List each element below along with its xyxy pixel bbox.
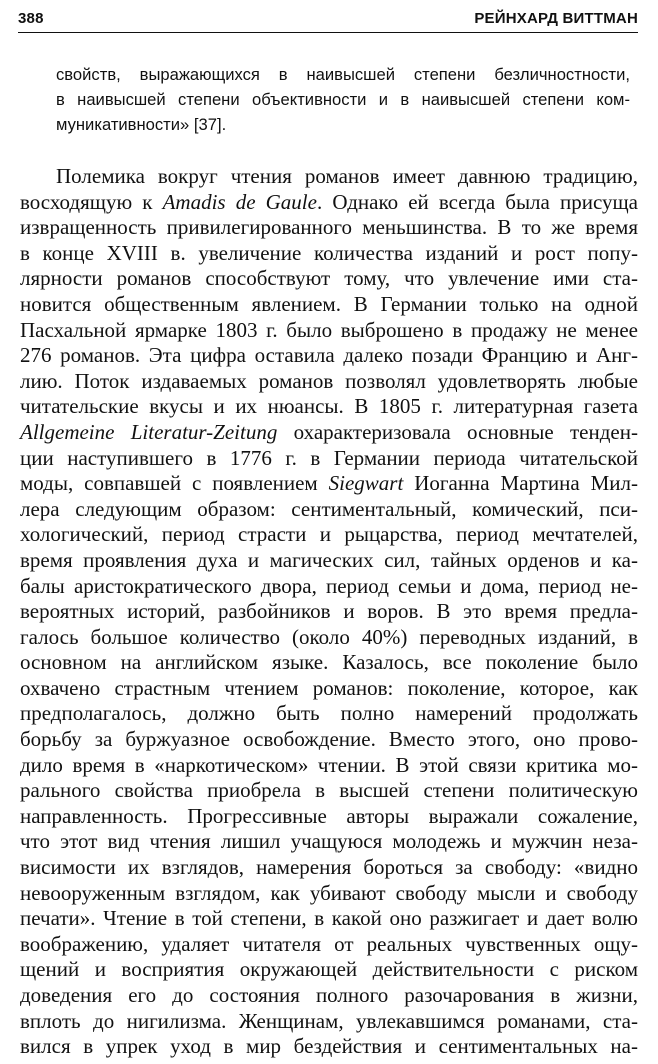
text-line: лию. Поток издаваемых романов позволял удовлетворять любые bbox=[20, 368, 638, 393]
running-title: РЕЙНХАРД ВИТТМАН bbox=[474, 10, 638, 27]
text-line: доведения его до состояния полного разочарования в жизни, bbox=[20, 983, 638, 1007]
italic-title: Siegwart bbox=[328, 471, 404, 496]
body-paragraph bbox=[20, 164, 638, 1060]
quote-line: свойств, выражающихся в наивысшей степени безличностности, bbox=[56, 65, 630, 84]
text-line: лярности романов способствуют тому, что увлечение ими ста- bbox=[20, 266, 638, 291]
text-line: невооруженным взглядом, как убивают свободу мысли и свободу bbox=[20, 880, 638, 905]
text-line: Пасхальной ярмарке 1803 г. было выброшено в продажу не менее bbox=[20, 317, 638, 342]
text-line: предполагалось, должно быть полно намерений продолжать bbox=[20, 701, 638, 726]
page-header bbox=[18, 8, 638, 30]
text-line: направленность. Прогрессивные авторы выражали сожаление, bbox=[20, 803, 638, 828]
text-line: новится общественным явлением. В Германии только на одной bbox=[20, 291, 638, 316]
text-line: хологический, период страсти и рыцарства, период мечтателей, bbox=[20, 522, 638, 547]
text-line: печати». Чтение в той степени, в какой оно разжигает и дает волю bbox=[20, 906, 638, 931]
text-line: борьбу за буржуазное освобождение. Вместо этого, оно прово- bbox=[20, 727, 638, 752]
text-line: что этот вид чтения лишил учащуюся молодежь и мужчин неза- bbox=[20, 829, 638, 854]
text-line: моды, совпавшей с появлением Siegwart Иоганна Мартина Мил- bbox=[20, 471, 638, 496]
text-line: лера следующим образом: сентиментальный, комический, пси- bbox=[20, 496, 638, 521]
text-line: балы аристократического двора, период семьи и дома, период не- bbox=[20, 573, 638, 598]
text-line: Allgemeine Literatur-Zeitung охарактеризовала основные тенден- bbox=[20, 419, 638, 444]
text-line: Полемика вокруг чтения романов имеет давнюю традицию, bbox=[56, 164, 638, 188]
quote-line: муникативности» [37]. bbox=[56, 115, 227, 134]
page-number: 388 bbox=[18, 10, 44, 27]
text-line: воображению, удаляет читателя от реальных чувственных ощу- bbox=[20, 931, 638, 956]
text-line: галось большое количество (около 40%) переводных изданий, в bbox=[20, 624, 638, 649]
header-rule bbox=[18, 32, 638, 33]
quote-line: в наивысшей степени объективности и в наивысшей степени ком- bbox=[56, 90, 630, 109]
italic-title: Allgemeine Literatur-Zeitung bbox=[20, 419, 278, 444]
block-quote bbox=[56, 62, 630, 137]
text-line: вероятных историй, разбойников и воров. В это время предла- bbox=[20, 599, 638, 624]
text-line: вплоть до нигилизма. Женщинам, увлекавшимся романами, ста- bbox=[20, 1008, 638, 1033]
text-line: охвачено страстным чтением романов: поколение, которое, как bbox=[20, 675, 638, 700]
text-line: читательские вкусы и их нюансы. В 1805 г. литературная газета bbox=[20, 394, 638, 419]
text-line: висимости их взглядов, намерения бороться за свободу: «видно bbox=[20, 855, 638, 880]
text-line: в конце XVIII в. увеличение количества изданий и рост попу- bbox=[20, 240, 638, 265]
text-line: вился в упрек уход в мир бездействия и сентиментальных на- bbox=[20, 1034, 638, 1059]
italic-title: Amadis de Gaule bbox=[162, 189, 317, 214]
text-line: 276 романов. Эта цифра оставила далеко позади Францию и Анг- bbox=[20, 343, 638, 368]
text-line: щений и восприятия окружающей действительности с риском bbox=[20, 957, 638, 982]
text-line: дило время в «наркотическом» чтении. В этой связи критика мо- bbox=[20, 752, 638, 777]
text-line: ции наступившего в 1776 г. в Германии периода читательской bbox=[20, 445, 638, 470]
text-line: основном на английском языке. Казалось, все поколение было bbox=[20, 650, 638, 675]
text-line: рального свойства приобрела в высшей степени политическую bbox=[20, 778, 638, 803]
text-line: восходящую к Amadis de Gaule. Однако ей всегда была присуща bbox=[20, 189, 638, 214]
text-line: время проявления духа и магических сил, тайных орденов и ка- bbox=[20, 547, 638, 572]
text-line: извращенность привилегированного меньшинства. В то же время bbox=[20, 215, 638, 240]
